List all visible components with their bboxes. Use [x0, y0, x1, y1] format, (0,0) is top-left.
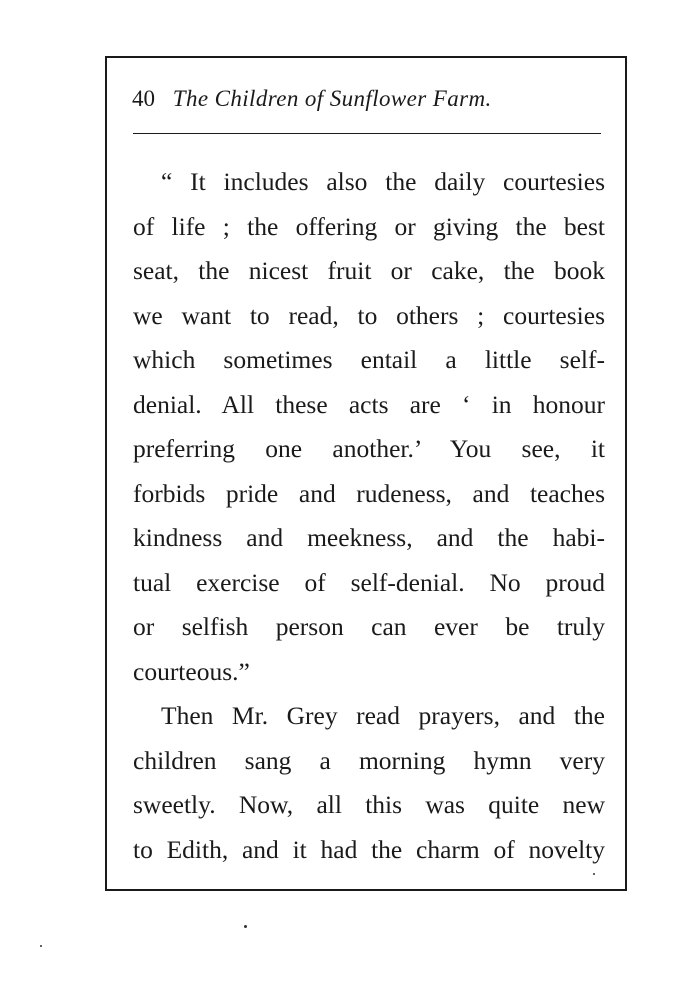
body-text [133, 160, 605, 872]
header-rule [133, 133, 601, 134]
text-line: preferring one another.’ You see, it [133, 434, 605, 463]
ink-speck [593, 873, 595, 875]
text-line: “ It includes also the daily courtesies [161, 167, 605, 196]
text-line: sweetly. Now, all this was quite new [133, 790, 605, 819]
text-line: children sang a morning hymn very [133, 745, 605, 775]
text-line: we want to read, to others ; courtesies [133, 300, 605, 330]
text-line: which sometimes entail a little self- [133, 345, 605, 374]
ink-speck [40, 945, 42, 947]
text-line: forbids pride and rudeness, and teaches [133, 478, 605, 508]
book-title: The Children of Sunflower Farm. [172, 86, 492, 111]
ink-speck [244, 925, 247, 928]
text-line: of life ; the offering or giving the best [133, 211, 605, 241]
text-line: seat, the nicest fruit or cake, the book [133, 256, 605, 285]
paragraph [133, 160, 605, 694]
text-line: tual exercise of self-denial. No proud [133, 567, 605, 597]
text-line: to Edith, and it had the charm of novelty [133, 834, 605, 864]
running-head [132, 86, 602, 112]
text-line: or selfish person can ever be truly [133, 612, 605, 641]
text-line: denial. All these acts are ‘ in honour [133, 389, 605, 419]
text-line: Then Mr. Grey read prayers, and the [161, 701, 605, 730]
page-number: 40 [132, 86, 155, 111]
paragraph [133, 694, 605, 872]
text-line: kindness and meekness, and the habi- [133, 523, 605, 552]
text-line: courteous.” [133, 656, 250, 686]
